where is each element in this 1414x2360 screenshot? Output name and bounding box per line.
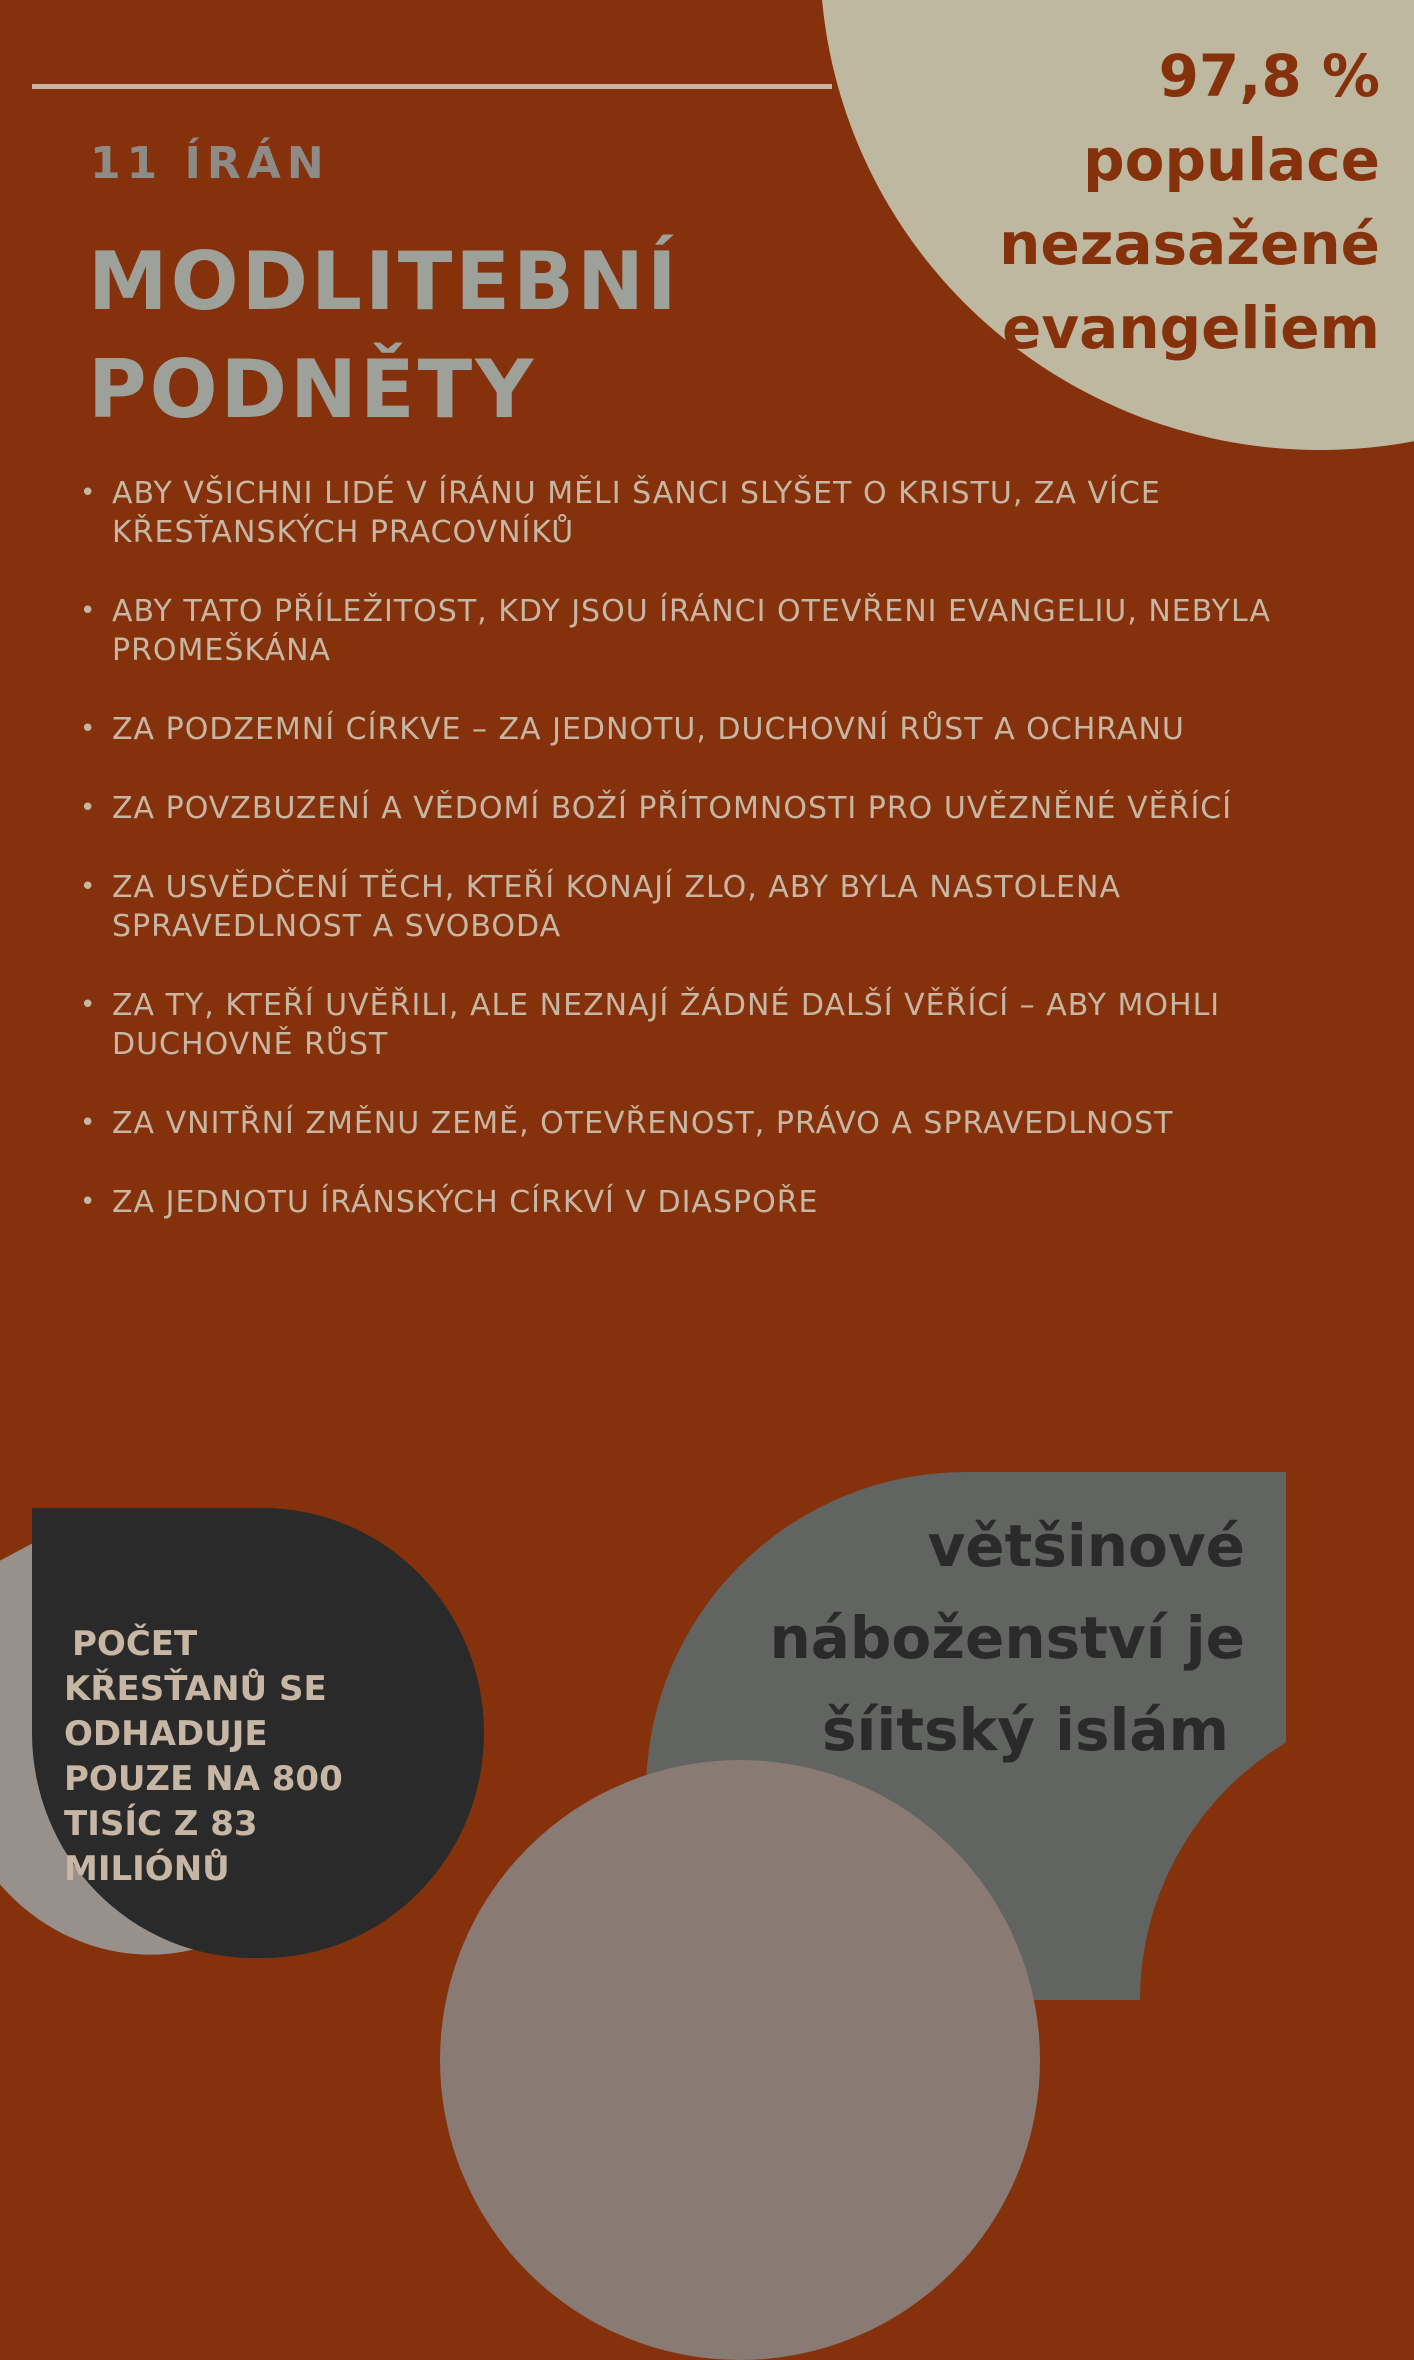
list-item: • ZA POVZBUZENÍ A VĚDOMÍ BOŽÍ PŘÍTOMNOSTI PRO UVĚZNĚNÉ VĚŘÍCÍ — [80, 789, 1320, 828]
list-item: • ABY TATO PŘÍLEŽITOST, KDY JSOU ÍRÁNCI OTEVŘENI EVANGELIU, NEBYLA PROMEŠKÁNA — [80, 592, 1320, 670]
religion-line: většinové — [927, 1512, 1245, 1580]
card-line: KŘESŤANŮ SE — [64, 1669, 327, 1709]
list-item: • ZA PODZEMNÍ CÍRKVE – ZA JEDNOTU, DUCHOVNÍ RŮST A OCHRANU — [80, 710, 1320, 749]
country-subtitle: 11 ÍRÁN — [90, 138, 330, 189]
list-item: • ABY VŠICHNI LIDÉ V ÍRÁNU MĚLI ŠANCI SLYŠET O KRISTU, ZA VÍCE KŘESŤANSKÝCH PRACOVNÍKŮ — [80, 474, 1320, 552]
card-line: MILIÓNŮ — [64, 1849, 230, 1889]
title-line: MODLITEBNÍ — [88, 235, 680, 328]
list-item: • ZA USVĚDČENÍ TĚCH, KTEŘÍ KONAJÍ ZLO, ABY BYLA NASTOLENA SPRAVEDLNOST A SVOBODA — [80, 868, 1320, 946]
stat-line: evangeliem — [1002, 294, 1380, 362]
card-line: POČET — [72, 1624, 198, 1664]
prayer-requests-list — [80, 474, 1320, 1262]
mauve-circle-decoration — [440, 1760, 1040, 2360]
page-title — [88, 228, 848, 444]
card-line: POUZE NA 800 — [64, 1759, 343, 1799]
stat-percent: 97,8 % — [1158, 42, 1380, 110]
title-line: PODNĚTY — [88, 343, 537, 436]
card-line: ODHADUJE — [64, 1714, 268, 1754]
stat-line: nezasažené — [999, 210, 1380, 278]
majority-religion-text — [700, 1500, 1245, 1776]
religion-line: náboženství je — [769, 1604, 1245, 1672]
list-item: • ZA VNITŘNÍ ZMĚNU ZEMĚ, OTEVŘENOST, PRÁVO A SPRAVEDLNOST — [80, 1104, 1320, 1143]
stat-line: populace — [1083, 126, 1380, 194]
list-item: • ZA JEDNOTU ÍRÁNSKÝCH CÍRKVÍ V DIASPOŘE — [80, 1183, 1320, 1222]
religion-line: šíitský islám — [822, 1696, 1229, 1764]
top-divider-line — [32, 84, 832, 89]
list-item: • ZA TY, KTEŘÍ UVĚŘILI, ALE NEZNAJÍ ŽÁDNÉ DALŠÍ VĚŘÍCÍ – ABY MOHLI DUCHOVNĚ RŮST — [80, 986, 1320, 1064]
unreached-population-stat — [860, 34, 1380, 370]
card-line: TISÍC Z 83 — [64, 1804, 258, 1844]
christians-count-text — [64, 1622, 444, 1892]
